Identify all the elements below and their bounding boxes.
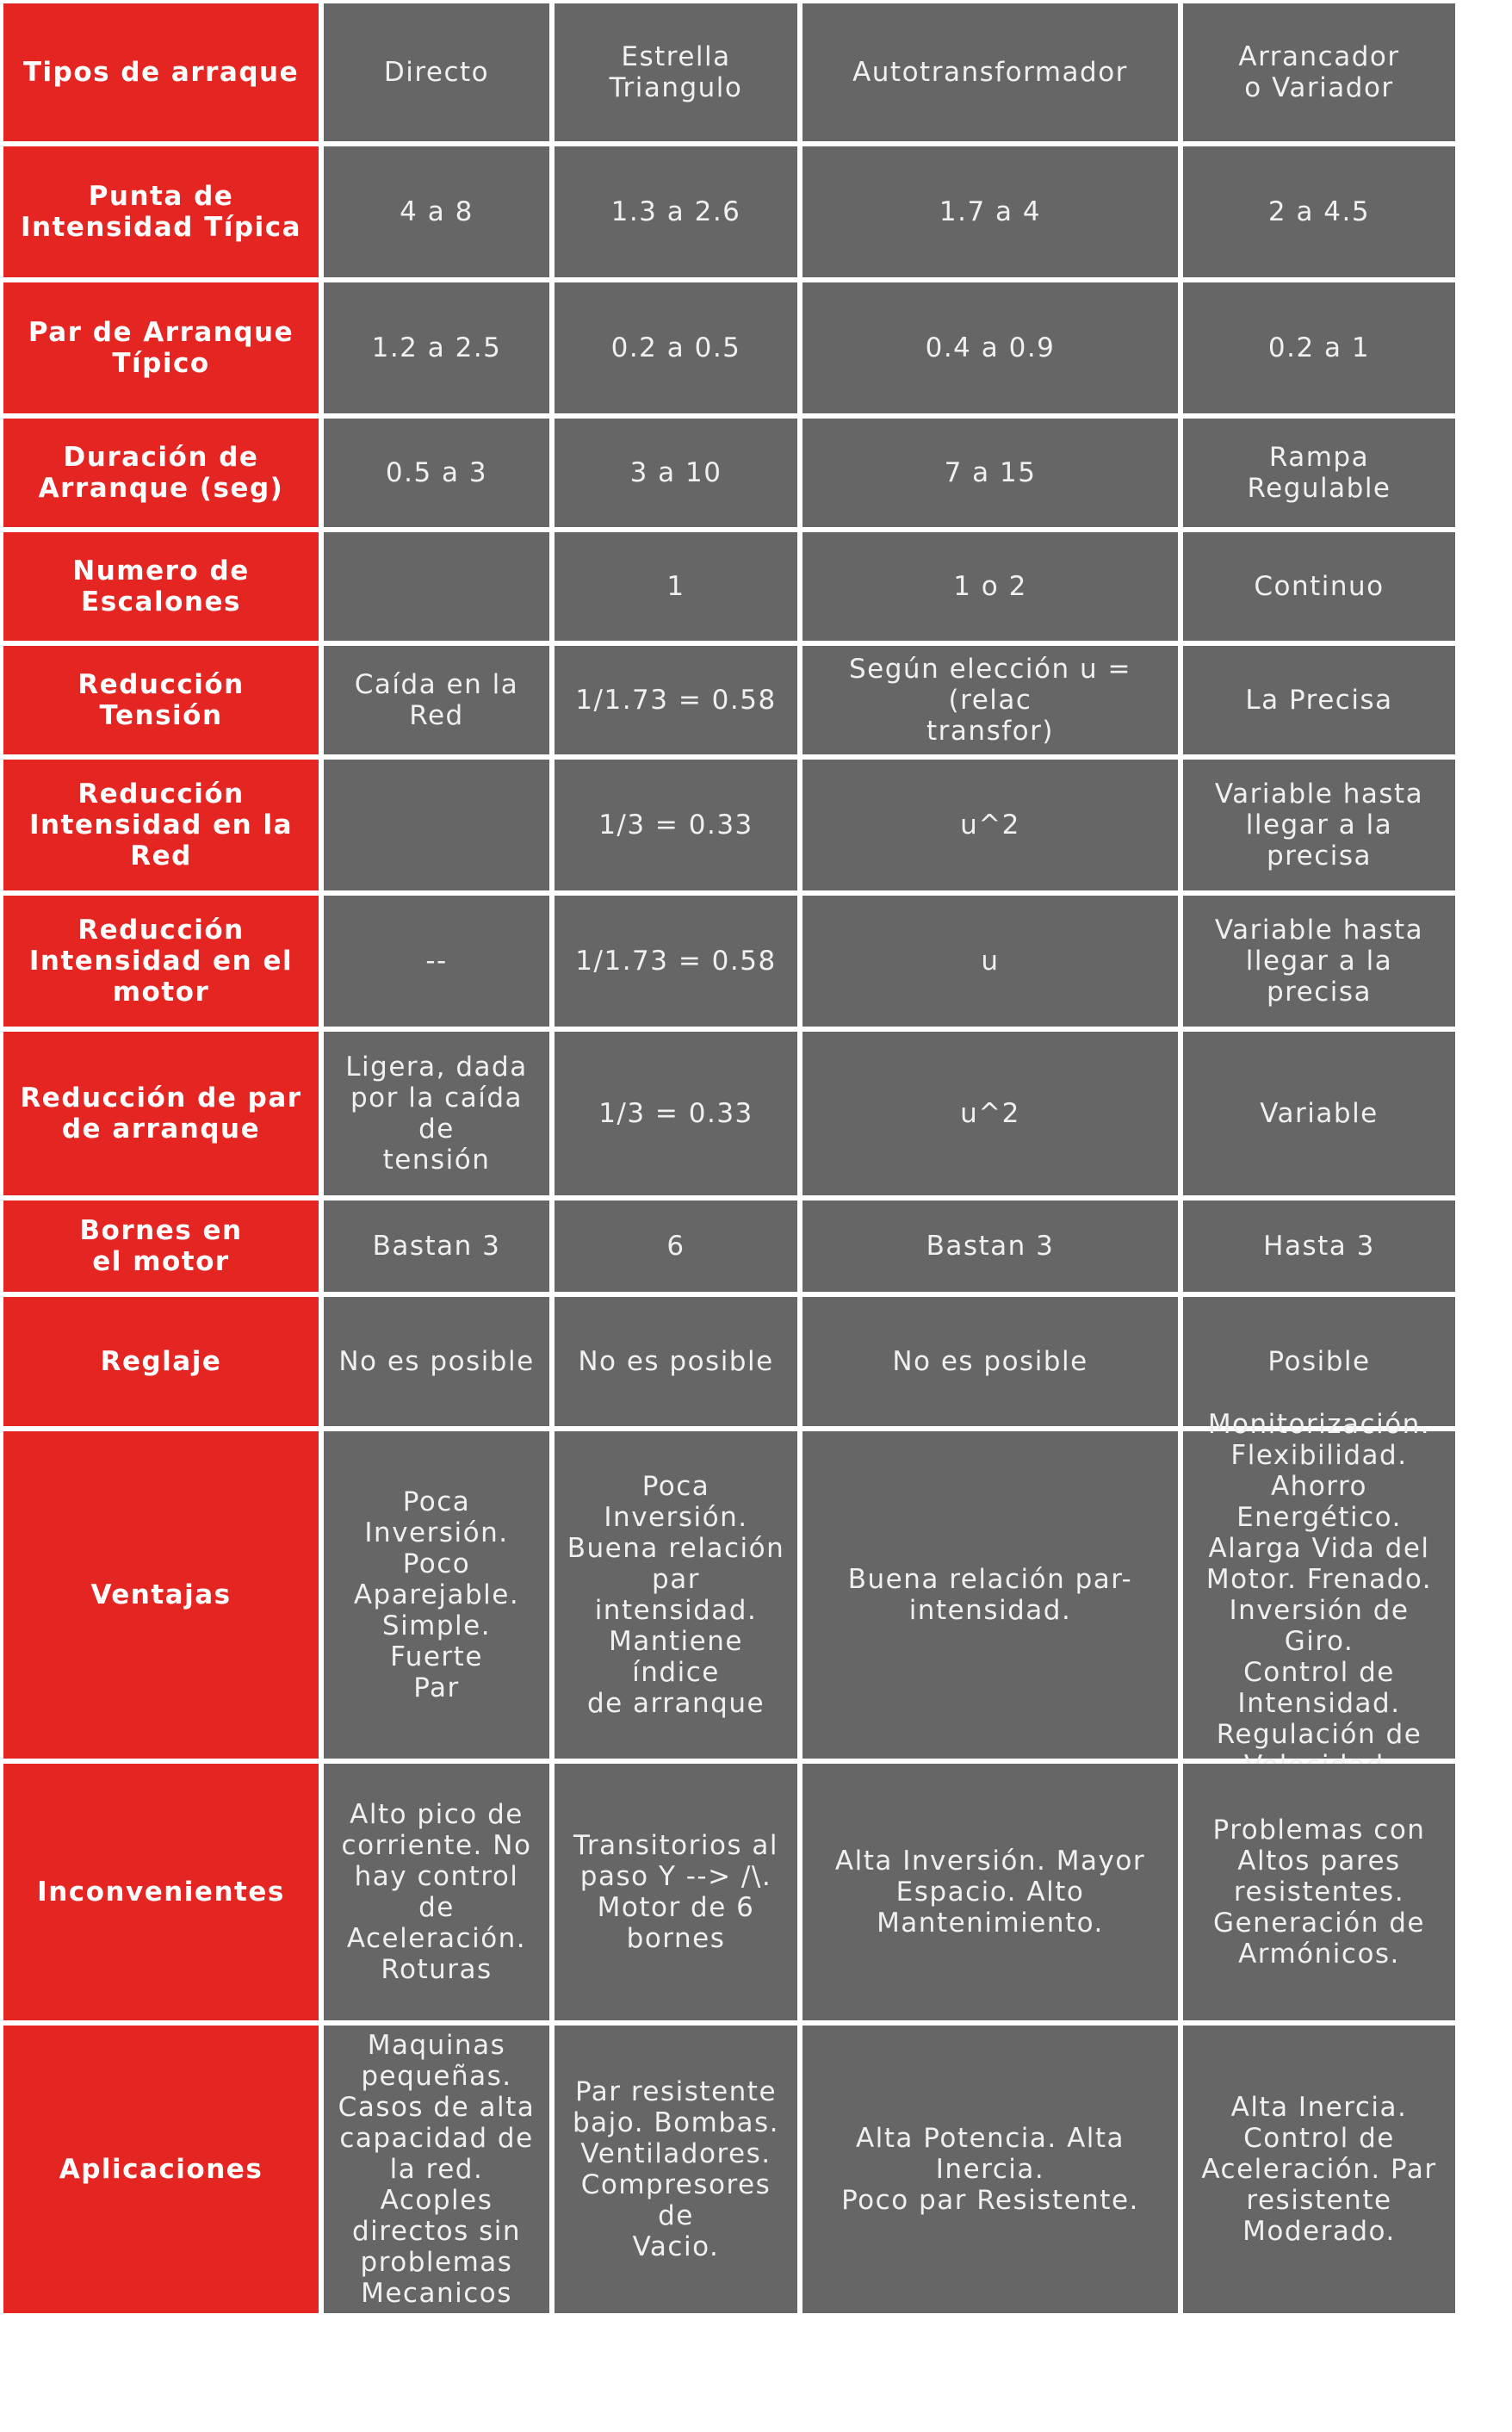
table-cell: 6 [555, 1200, 797, 1292]
table-cell: 2 a 4.5 [1183, 146, 1455, 277]
row-header: Reducción Intensidad en la Red [3, 760, 319, 890]
table-cell: 0.2 a 1 [1183, 282, 1455, 413]
table-cell: Variable [1183, 1032, 1455, 1195]
table-cell: -- [324, 896, 549, 1027]
row-header: Duración de Arranque (seg) [3, 419, 319, 527]
table-cell: Ligera, dada por la caída de tensión [324, 1032, 549, 1195]
table-cell: Bastan 3 [324, 1200, 549, 1292]
table-cell: 0.2 a 0.5 [555, 282, 797, 413]
table-cell: u^2 [802, 1032, 1178, 1195]
row-header: Inconvenientes [3, 1764, 319, 2020]
table-cell: No es posible [555, 1297, 797, 1426]
table-cell: 1/1.73 = 0.58 [555, 896, 797, 1027]
table-cell: No es posible [324, 1297, 549, 1426]
table-cell: Alta Inversión. Mayor Espacio. Alto Mantenimiento. [802, 1764, 1178, 2020]
table-cell: 0.4 a 0.9 [802, 282, 1178, 413]
table-cell: Problemas con Altos pares resistentes. Generación de Armónicos. [1183, 1764, 1455, 2020]
table-cell: Rampa Regulable [1183, 419, 1455, 527]
table-cell: Autotransformador [802, 3, 1178, 141]
table-cell: Buena relación par- intensidad. [802, 1431, 1178, 1759]
row-header: Reducción Tensión [3, 646, 319, 754]
table-cell: 1/3 = 0.33 [555, 1032, 797, 1195]
table-cell: 3 a 10 [555, 419, 797, 527]
table-cell [324, 760, 549, 890]
table-cell: 1/1.73 = 0.58 [555, 646, 797, 754]
row-header: Reducción Intensidad en el motor [3, 896, 319, 1027]
row-header: Numero de Escalones [3, 532, 319, 641]
table-cell: 1 o 2 [802, 532, 1178, 641]
table-cell: Caída en la Red [324, 646, 549, 754]
table-cell: La Precisa [1183, 646, 1455, 754]
table-cell: 1.2 a 2.5 [324, 282, 549, 413]
row-header: Bornes en el motor [3, 1200, 319, 1292]
table-cell: 1.3 a 2.6 [555, 146, 797, 277]
table-cell: 1.7 a 4 [802, 146, 1178, 277]
table-cell: 1 [555, 532, 797, 641]
table-cell: Par resistente bajo. Bombas. Ventiladores. Compresores de Vacio. [555, 2026, 797, 2313]
table-cell: Directo [324, 3, 549, 141]
table-cell: Variable hasta llegar a la precisa [1183, 896, 1455, 1027]
table-cell: Transitorios al paso Y --> /\. Motor de 6 bornes [555, 1764, 797, 2020]
table-cell: 4 a 8 [324, 146, 549, 277]
row-header: Reglaje [3, 1297, 319, 1426]
table-cell: Poca Inversión. Poco Aparejable. Simple. Fuerte Par [324, 1431, 549, 1759]
table-cell: Flexibilidad. Ahorro Energético. Alarga Vida del Motor. Frenado. Inversión de Giro. Control de Intensidad. Regulación de [1183, 1431, 1455, 1759]
table-cell: Hasta 3 [1183, 1200, 1455, 1292]
table-cell: Bastan 3 [802, 1200, 1178, 1292]
row-header: Tipos de arraque [3, 3, 319, 141]
table-cell: u^2 [802, 760, 1178, 890]
table-cell: No es posible [802, 1297, 1178, 1426]
table-cell: 0.5 a 3 [324, 419, 549, 527]
table-cell: Arrancador o Variador [1183, 3, 1455, 141]
row-header: Par de Arranque Típico [3, 282, 319, 413]
table-cell: Maquinas pequeñas. Casos de alta capacidad de la red. Acoples directos sin problemas Mecanicos [324, 2026, 549, 2313]
table-cell: Según elección u = (relac transfor) [802, 646, 1178, 754]
table-cell: u [802, 896, 1178, 1027]
row-header: Ventajas [3, 1431, 319, 1759]
table-cell: Posible [1183, 1297, 1455, 1426]
table-cell: Alta Inercia. Control de Aceleración. Par resistente Moderado. [1183, 2026, 1455, 2313]
table-cell: Variable hasta llegar a la precisa [1183, 760, 1455, 890]
row-header: Aplicaciones [3, 2026, 319, 2313]
row-header: Punta de Intensidad Típica [3, 146, 319, 277]
table-cell: Continuo [1183, 532, 1455, 641]
table-cell: Poca Inversión. Buena relación par intensidad. Mantiene índice de arranque [555, 1431, 797, 1759]
table-cell: Alto pico de corriente. No hay control de Aceleración. Roturas [324, 1764, 549, 2020]
row-header: Reducción de par de arranque [3, 1032, 319, 1195]
table-cell: 7 a 15 [802, 419, 1178, 527]
table-cell: Estrella Triangulo [555, 3, 797, 141]
table-cell [324, 532, 549, 641]
table-cell: Alta Potencia. Alta Inercia. Poco par Resistente. [802, 2026, 1178, 2313]
table-cell: 1/3 = 0.33 [555, 760, 797, 890]
